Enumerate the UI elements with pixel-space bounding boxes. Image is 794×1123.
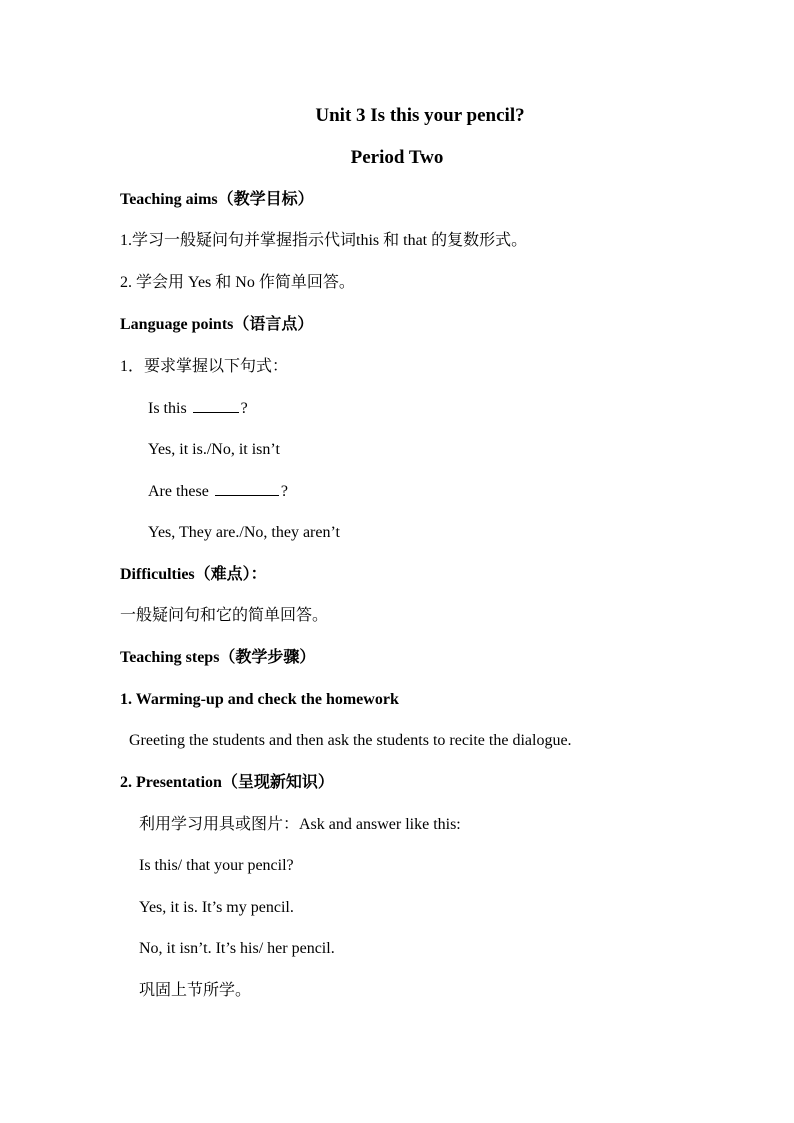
language-points-heading: Language points（语言点） (120, 316, 314, 333)
teaching-steps-heading: Teaching steps（教学步骤） (120, 649, 316, 666)
teaching-aims-item-1: 1.学习一般疑问句并掌握指示代词this 和 that 的复数形式。 (120, 232, 528, 249)
step-2-line-5: 巩固上节所学。 (139, 982, 252, 999)
pattern-are-these-mark: ? (280, 483, 288, 500)
step-2-heading: 2. Presentation（呈现新知识） (120, 774, 334, 791)
difficulties-heading: Difficulties（难点）： (120, 566, 267, 583)
pattern-is-this-mark: ? (240, 400, 248, 417)
step-2-line-1: 利用学习用具或图片：Ask and answer like this: (139, 816, 461, 833)
difficulties-text: 一般疑问句和它的简单回答。 (120, 607, 329, 624)
language-points-item-1: 1．要求掌握以下句式： (120, 358, 289, 375)
pattern-are-these-text: Are these (148, 483, 209, 500)
teaching-aims-heading: Teaching aims（教学目标） (120, 191, 314, 208)
pattern-is-this-text: Is this (148, 400, 187, 417)
step-2-line-4: No, it isn’t. It’s his/ her pencil. (139, 940, 335, 957)
document-title: Unit 3 Is this your pencil? (315, 105, 525, 126)
step-1-text: Greeting the students and then ask the students to recite the dialogue. (129, 732, 572, 749)
pattern-is-this (148, 398, 248, 419)
teaching-aims-item-2: 2. 学会用 Yes 和 No 作简单回答。 (120, 274, 355, 291)
fill-in-blank (215, 481, 279, 496)
step-1-heading: 1. Warming-up and check the homework (120, 691, 399, 708)
fill-in-blank (193, 398, 239, 413)
document-subtitle: Period Two (350, 147, 444, 168)
pattern-yes-they-are: Yes, They are./No, they aren’t (148, 524, 340, 541)
step-2-line-2: Is this/ that your pencil? (139, 857, 294, 874)
pattern-yes-it-is: Yes, it is./No, it isn’t (148, 441, 280, 458)
pattern-are-these (148, 481, 288, 502)
step-2-line-3: Yes, it is. It’s my pencil. (139, 899, 294, 916)
